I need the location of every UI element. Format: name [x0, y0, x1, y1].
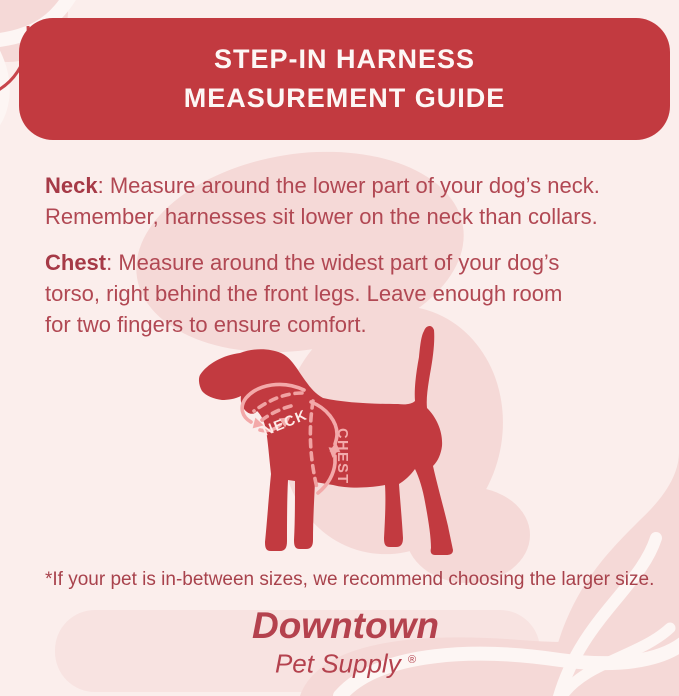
decor-swoosh-left — [0, 52, 4, 134]
neck-label: NECK — [260, 407, 311, 440]
chest-text-line2: torso, right behind the front legs. Leave enough room — [45, 281, 563, 306]
size-footnote: *If your pet is in-between sizes, we recommend choosing the larger size. — [45, 569, 655, 590]
brand-name: Downtown — [251, 605, 439, 646]
dog-diagram-svg — [185, 322, 495, 557]
dog-measurement-diagram — [185, 322, 495, 557]
chest-text-line1: : Measure around the widest part of your dog’s — [106, 250, 560, 275]
chest-label: CHEST — [334, 428, 350, 485]
chest-text-line3: for two fingers to ensure comfort. — [45, 312, 367, 337]
title-line-2: MEASUREMENT GUIDE — [183, 83, 506, 113]
instructions — [45, 170, 655, 340]
brand-tagline-text: Pet Supply — [274, 648, 401, 679]
brand-logo — [6, 606, 679, 678]
chest-term: Chest — [45, 250, 107, 275]
neck-term: Neck — [45, 173, 98, 198]
neck-instruction — [45, 170, 655, 232]
title-banner — [19, 18, 670, 140]
brand-tagline — [6, 646, 679, 678]
neck-text-line2: Remember, harnesses sit lower on the neck than collars. — [45, 204, 598, 229]
title-line-1: STEP-IN HARNESS — [213, 44, 476, 74]
registered-mark: ® — [407, 654, 417, 666]
neck-text-line1: : Measure around the lower part of your dog’s neck. — [97, 173, 600, 198]
dog-silhouette — [199, 326, 453, 555]
